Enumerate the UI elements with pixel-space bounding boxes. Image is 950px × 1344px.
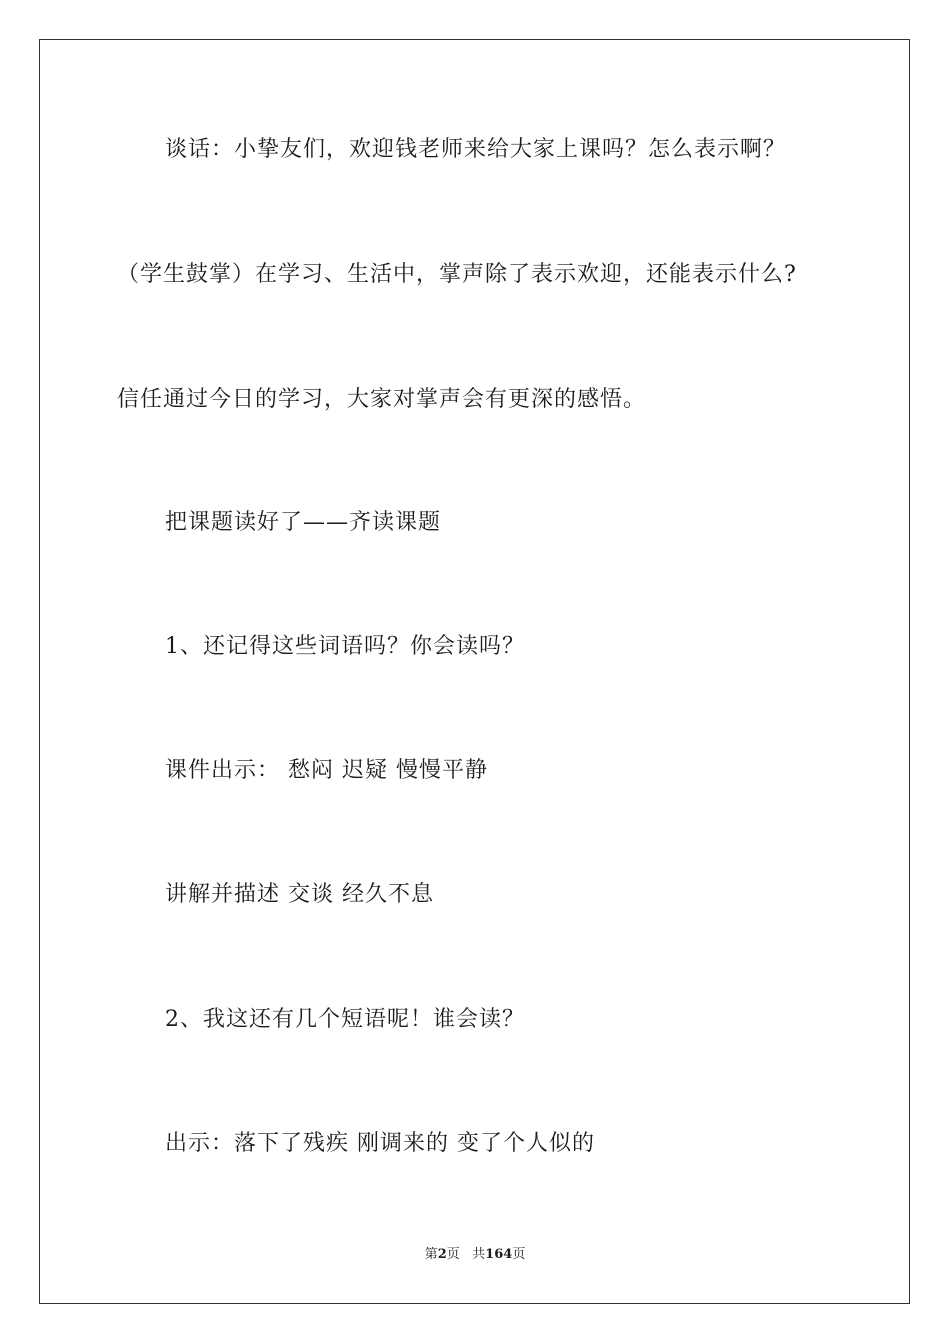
paragraph-1: 谈话：小挚友们，欢迎钱老师来给大家上课吗？怎么表示啊？ — [165, 137, 787, 162]
page-frame — [39, 39, 910, 1304]
footer-total-suffix: 页 — [512, 1247, 526, 1262]
paragraph-3: 信任通过今日的学习，大家对掌声会有更深的感悟。 — [117, 387, 647, 412]
page-footer — [0, 1246, 950, 1264]
paragraph-7: 讲解并描述 交谈 经久不息 — [165, 882, 434, 907]
paragraph-8: 2、我这还有几个短语呢！谁会读？ — [165, 1007, 525, 1032]
paragraph-4: 把课题读好了——齐读课题 — [165, 510, 442, 535]
footer-page-suffix: 页 — [446, 1247, 460, 1262]
paragraph-2: （学生鼓掌）在学习、生活中，掌声除了表示欢迎，还能表示什么? — [117, 262, 797, 287]
footer-total-prefix: 共 — [472, 1247, 486, 1262]
footer-page-number: 2 — [437, 1247, 447, 1262]
footer-total-pages: 164 — [485, 1247, 513, 1262]
paragraph-9: 出示：落下了残疾 刚调来的 变了个人似的 — [165, 1131, 595, 1156]
paragraph-6: 课件出示： 愁闷 迟疑 慢慢平静 — [165, 758, 488, 783]
paragraph-5: 1、还记得这些词语吗？你会读吗？ — [165, 634, 525, 659]
footer-page-prefix: 第 — [424, 1247, 438, 1262]
